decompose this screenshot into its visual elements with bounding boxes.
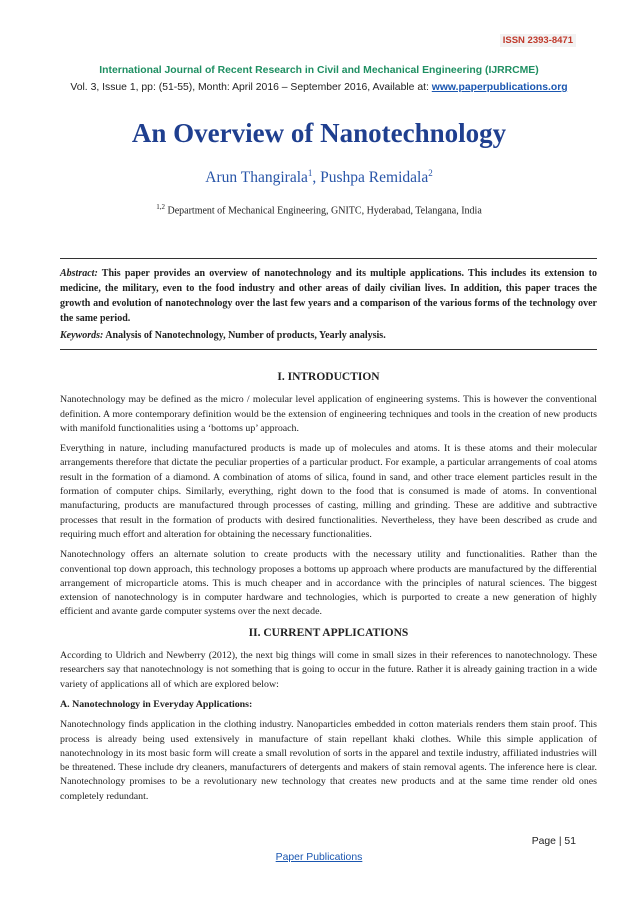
keywords [60, 330, 597, 341]
author-separator: , [312, 169, 321, 187]
author-1-sup: 1 [307, 168, 313, 178]
abstract [60, 266, 597, 326]
author-2-sup: 2 [428, 168, 433, 178]
author-2: Pushpa Remidala [320, 169, 429, 187]
affiliation [0, 203, 638, 216]
volume-text: Vol. 3, Issue 1, pp: (51-55), Month: April 2016 – September 2016, Available at: [70, 82, 432, 93]
page-number: Page | 51 [531, 836, 576, 847]
abstract-label: Abstract: [60, 268, 98, 279]
volume-line [0, 82, 638, 93]
paper-title: An Overview of Nanotechnology [131, 118, 507, 148]
author-line [0, 168, 638, 187]
publisher-link[interactable]: Paper Publications [275, 852, 363, 863]
abstract-top-rule [60, 258, 597, 259]
applications-heading: II. CURRENT APPLICATIONS [248, 626, 409, 639]
abstract-text: This paper provides an overview of nanotechnology and its multiple applications. This includes its extension to medicine, the military, even to the food industry and other areas of daily civilian lives. In addition, this paper traces the growth and evolution of nanotechnology over the last few years and a comparison of the various forms of the technology over the same period. [60, 268, 597, 324]
intro-paragraph-3: Nanotechnology offers an alternate solution to create products with the necessary utility and functionalities. Rather than the conventional top down approach, this technology proposes a bottoms up approach where products are manufactured by the differential arrangement of microparticle atoms. This is much cheaper and in accordance with the principles of natural sciences. The biggest extension of nanotechnology is in computer hardware and technologies, which is purported to create a new generation of highly efficient and avante garde computer systems over the next decade. [60, 549, 597, 618]
applications-paragraph-2: Nanotechnology finds application in the clothing industry. Nanoparticles embedded in cotton materials renders them stain proof. This process is already being used extensively in manufacture of stain repellant khaki clothes. While this simple application of nanotechnology in its most basic form will create a small revolution of sorts in the apparel and textile industry, affiliated industries will be threatened. These include dry cleaners, manufacturers of detergents and makers of stain removal agents. The inference here is clear. Nanotechnology promises to be a revolutionary new technology that creates new products and at the same time render old ones completely redundant. [60, 719, 597, 802]
website-link[interactable]: www.paperpublications.org [431, 82, 568, 93]
body-text [60, 366, 597, 810]
intro-paragraph-2: Everything in nature, including manufactured products is made up of molecules and atoms. It is these atoms and their molecular arrangements therefore that dictate the peculiar properties of a particular product. For example, a particular arrangements of coal atoms result in the formation of a diamond. A combination of atoms of silica, found in sand, and other trace element particles result in the formation of computer chips. Similarly, everything, right down to the food that is consumed is made of atoms. In conventional manufacturing, products are manufactured through processes of casting, milling and grinding. These are additive and subtractive processes that result in the formation of products with desired functionalities. Nevertheless, they have been described as crude and requiring much effort and alteration for obtaining the necessary functionalities. [60, 443, 597, 540]
applications-subheading: A. Nanotechnology in Everyday Applications: [60, 698, 253, 710]
author-1: Arun Thangirala [205, 169, 308, 187]
keywords-text: Analysis of Nanotechnology, Number of products, Yearly analysis. [103, 330, 386, 341]
intro-paragraph-1: Nanotechnology may be defined as the micro / molecular level application of engineering systems. This is however the conventional definition. A more contemporary definition would be the extension of engineering techniques and tools in the creation of new products with manifold functionalities using a ‘bottoms up’ approach. [60, 394, 597, 434]
intro-heading: I. INTRODUCTION [277, 371, 380, 383]
affiliation-text: Department of Mechanical Engineering, GNITC, Hyderabad, Telangana, India [164, 205, 482, 217]
affiliation-sup: 1,2 [156, 203, 165, 211]
keywords-label: Keywords: [60, 330, 104, 341]
abstract-bottom-rule [60, 349, 597, 350]
issn-badge: ISSN 2393-8471 [500, 34, 576, 47]
journal-name: International Journal of Recent Research in Civil and Mechanical Engineering (IJRRCME) [99, 65, 539, 76]
applications-paragraph-1: According to Uldrich and Newberry (2012), the next big things will come in small sizes in their references to nanotechnology. These researchers say that nanotechnology is not something that is going to occur in the future. Rather it is already gaining traction in a wide variety of applications all of which are explored below: [60, 650, 597, 690]
